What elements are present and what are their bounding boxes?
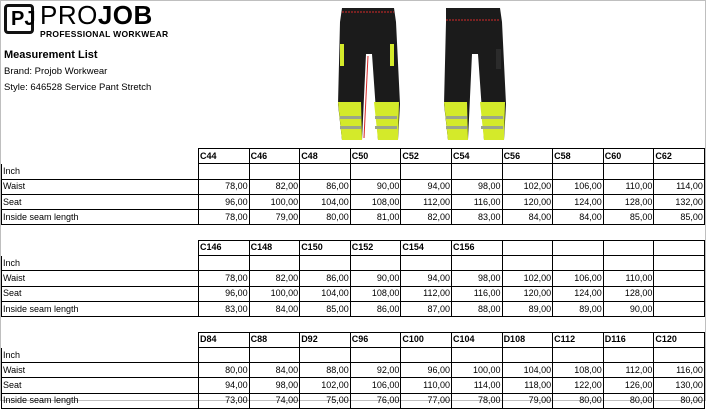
measurement-row <box>2 271 705 286</box>
measurement-value: 84,00 <box>502 210 553 225</box>
measurement-value: 102,00 <box>502 271 553 286</box>
measurement-value: 108,00 <box>553 363 604 378</box>
size-header-cell: C156 <box>451 240 502 255</box>
measurement-value: 78,00 <box>199 179 250 194</box>
empty-cell <box>654 256 705 271</box>
logo-tagline: PROFESSIONAL WORKWEAR <box>40 29 169 39</box>
empty-cell <box>654 164 705 179</box>
size-header-cell: C150 <box>300 240 351 255</box>
size-header-cell: C60 <box>603 149 654 164</box>
measurement-value: 96,00 <box>401 363 452 378</box>
measurement-row <box>2 210 705 225</box>
measurement-value: 108,00 <box>350 194 401 209</box>
measurement-value: 110,00 <box>401 378 452 393</box>
empty-cell <box>350 164 401 179</box>
measurement-value: 86,00 <box>300 271 351 286</box>
measurement-value: 80,00 <box>199 363 250 378</box>
spacer-row <box>2 225 705 240</box>
empty-cell <box>199 256 250 271</box>
measurement-value: 88,00 <box>300 363 351 378</box>
measurement-value: 74,00 <box>249 393 300 408</box>
measurement-value: 77,00 <box>401 393 452 408</box>
size-header-cell: D92 <box>300 332 351 347</box>
measurement-value: 89,00 <box>553 301 604 316</box>
measurement-row <box>2 301 705 316</box>
measurement-row <box>2 194 705 209</box>
unit-label: Inch <box>2 347 199 362</box>
size-header-cell: C56 <box>502 149 553 164</box>
size-header-cell <box>603 240 654 255</box>
measurement-value: 85,00 <box>300 301 351 316</box>
size-header-cell: C146 <box>199 240 250 255</box>
measurement-value: 80,00 <box>300 210 351 225</box>
empty-cell <box>300 164 351 179</box>
measurement-value: 78,00 <box>199 210 250 225</box>
measurement-value: 86,00 <box>300 179 351 194</box>
size-header-row <box>2 240 705 255</box>
empty-cell <box>553 256 604 271</box>
measurement-value: 112,00 <box>603 363 654 378</box>
size-header-cell: C154 <box>401 240 452 255</box>
unit-row <box>2 164 705 179</box>
spacer-cell <box>2 317 705 332</box>
size-header-cell: C152 <box>350 240 401 255</box>
spacer-row <box>2 317 705 332</box>
measurement-value: 116,00 <box>654 363 705 378</box>
pant-back-image <box>444 8 506 140</box>
measurement-row <box>2 363 705 378</box>
measurement-label: Waist <box>2 179 199 194</box>
size-header-cell: C88 <box>249 332 300 347</box>
document-title: Measurement List <box>4 49 98 61</box>
measurement-value: 94,00 <box>199 378 250 393</box>
empty-cell <box>553 347 604 362</box>
measurement-value: 98,00 <box>451 271 502 286</box>
measurement-value: 100,00 <box>249 286 300 301</box>
size-header-cell: C46 <box>249 149 300 164</box>
measurement-label: Waist <box>2 271 199 286</box>
empty-cell <box>300 256 351 271</box>
measurement-value: 76,00 <box>350 393 401 408</box>
measurement-value: 96,00 <box>199 194 250 209</box>
measurement-value: 130,00 <box>654 378 705 393</box>
measurement-value: 90,00 <box>350 179 401 194</box>
measurement-value: 84,00 <box>249 363 300 378</box>
spacer-cell <box>2 225 705 240</box>
unit-label: Inch <box>2 256 199 271</box>
measurement-value <box>654 286 705 301</box>
measurement-value <box>654 301 705 316</box>
measurement-value: 84,00 <box>553 210 604 225</box>
measurement-value: 128,00 <box>603 286 654 301</box>
measurement-value: 116,00 <box>451 194 502 209</box>
measurement-value: 98,00 <box>249 378 300 393</box>
size-header-row <box>2 332 705 347</box>
measurement-row <box>2 179 705 194</box>
size-header-cell: C50 <box>350 149 401 164</box>
measurement-value: 94,00 <box>401 179 452 194</box>
header-spacer <box>2 332 199 347</box>
measurement-value: 75,00 <box>300 393 351 408</box>
unit-row <box>2 347 705 362</box>
measurement-value: 79,00 <box>502 393 553 408</box>
measurement-value: 80,00 <box>553 393 604 408</box>
measurement-value: 112,00 <box>401 194 452 209</box>
measurement-value: 122,00 <box>553 378 604 393</box>
measurement-value: 132,00 <box>654 194 705 209</box>
measurement-row <box>2 378 705 393</box>
empty-cell <box>603 347 654 362</box>
measurement-value: 108,00 <box>350 286 401 301</box>
measurement-value: 89,00 <box>502 301 553 316</box>
size-header-cell: C104 <box>451 332 502 347</box>
empty-cell <box>451 347 502 362</box>
measurement-label: Seat <box>2 378 199 393</box>
measurement-value: 126,00 <box>603 378 654 393</box>
size-header-cell: C100 <box>401 332 452 347</box>
size-header-cell: D116 <box>603 332 654 347</box>
size-header-cell <box>502 240 553 255</box>
size-header-cell <box>553 240 604 255</box>
product-images <box>328 4 518 144</box>
empty-cell <box>553 164 604 179</box>
empty-cell <box>350 256 401 271</box>
measurement-value: 104,00 <box>300 194 351 209</box>
measurement-value: 80,00 <box>603 393 654 408</box>
measurement-label: Inside seam length <box>2 301 199 316</box>
measurement-value <box>654 271 705 286</box>
measurement-value: 94,00 <box>401 271 452 286</box>
empty-cell <box>603 256 654 271</box>
header-spacer <box>2 149 199 164</box>
measurement-value: 81,00 <box>350 210 401 225</box>
measurement-value: 120,00 <box>502 286 553 301</box>
measurement-value: 124,00 <box>553 286 604 301</box>
empty-cell <box>401 256 452 271</box>
measurement-value: 114,00 <box>654 179 705 194</box>
empty-cell <box>249 164 300 179</box>
empty-cell <box>249 256 300 271</box>
measurement-row <box>2 286 705 301</box>
measurement-value: 124,00 <box>553 194 604 209</box>
measurement-label: Inside seam length <box>2 210 199 225</box>
empty-cell <box>603 164 654 179</box>
size-header-cell: C52 <box>401 149 452 164</box>
measurement-value: 80,00 <box>654 393 705 408</box>
measurement-value: 120,00 <box>502 194 553 209</box>
style-line: Style: 646528 Service Pant Stretch <box>4 82 152 93</box>
size-header-cell: D84 <box>199 332 250 347</box>
brand-line: Brand: Projob Workwear <box>4 66 108 77</box>
size-header-cell: D108 <box>502 332 553 347</box>
measurement-value: 112,00 <box>401 286 452 301</box>
measurement-value: 79,00 <box>249 210 300 225</box>
unit-row <box>2 256 705 271</box>
measurement-value: 104,00 <box>502 363 553 378</box>
measurement-value: 78,00 <box>451 393 502 408</box>
measurement-value: 88,00 <box>451 301 502 316</box>
measurement-value: 82,00 <box>249 179 300 194</box>
measurement-value: 96,00 <box>199 286 250 301</box>
measurement-value: 84,00 <box>249 301 300 316</box>
measurement-value: 92,00 <box>350 363 401 378</box>
measurement-value: 82,00 <box>401 210 452 225</box>
measurement-value: 116,00 <box>451 286 502 301</box>
measurement-value: 114,00 <box>451 378 502 393</box>
measurement-value: 87,00 <box>401 301 452 316</box>
empty-cell <box>199 164 250 179</box>
measurement-value: 106,00 <box>350 378 401 393</box>
empty-cell <box>502 347 553 362</box>
empty-cell <box>451 164 502 179</box>
measurement-value: 102,00 <box>300 378 351 393</box>
logo-wordmark: PROJOB <box>40 0 153 30</box>
size-header-cell: C62 <box>654 149 705 164</box>
empty-cell <box>451 256 502 271</box>
size-header-cell: C58 <box>553 149 604 164</box>
empty-cell <box>199 347 250 362</box>
measurement-value: 90,00 <box>350 271 401 286</box>
measurement-label: Inside seam length <box>2 393 199 408</box>
measurement-value: 90,00 <box>603 301 654 316</box>
header-spacer <box>2 240 199 255</box>
measurement-value: 110,00 <box>603 271 654 286</box>
measurement-value: 104,00 <box>300 286 351 301</box>
measurement-label: Waist <box>2 363 199 378</box>
pant-front-image <box>338 8 400 140</box>
empty-cell <box>654 347 705 362</box>
size-header-row <box>2 149 705 164</box>
measurement-value: 83,00 <box>451 210 502 225</box>
measurement-value: 106,00 <box>553 271 604 286</box>
empty-cell <box>249 347 300 362</box>
empty-cell <box>350 347 401 362</box>
measurement-value: 100,00 <box>451 363 502 378</box>
measurement-value: 85,00 <box>654 210 705 225</box>
size-header-cell: C44 <box>199 149 250 164</box>
empty-cell <box>502 164 553 179</box>
size-header-cell: C96 <box>350 332 401 347</box>
size-header-cell: C54 <box>451 149 502 164</box>
measurement-value: 73,00 <box>199 393 250 408</box>
measurement-value: 78,00 <box>199 271 250 286</box>
size-header-cell <box>654 240 705 255</box>
logo-mark-icon: PJ <box>4 4 34 34</box>
empty-cell <box>502 256 553 271</box>
measurement-value: 106,00 <box>553 179 604 194</box>
measurement-value: 82,00 <box>249 271 300 286</box>
measurement-value: 110,00 <box>603 179 654 194</box>
empty-cell <box>401 164 452 179</box>
measurement-value: 128,00 <box>603 194 654 209</box>
measurement-value: 102,00 <box>502 179 553 194</box>
measurement-label: Seat <box>2 194 199 209</box>
unit-label: Inch <box>2 164 199 179</box>
empty-cell <box>300 347 351 362</box>
empty-cell <box>401 347 452 362</box>
size-header-cell: C120 <box>654 332 705 347</box>
measurement-value: 98,00 <box>451 179 502 194</box>
size-header-cell: C48 <box>300 149 351 164</box>
document-info <box>4 46 151 96</box>
measurement-value: 100,00 <box>249 194 300 209</box>
measurement-value: 83,00 <box>199 301 250 316</box>
measurement-value: 86,00 <box>350 301 401 316</box>
measurement-label: Seat <box>2 286 199 301</box>
size-header-cell: C112 <box>553 332 604 347</box>
size-header-cell: C148 <box>249 240 300 255</box>
measurement-table <box>1 148 705 409</box>
measurement-value: 85,00 <box>603 210 654 225</box>
measurement-value: 118,00 <box>502 378 553 393</box>
